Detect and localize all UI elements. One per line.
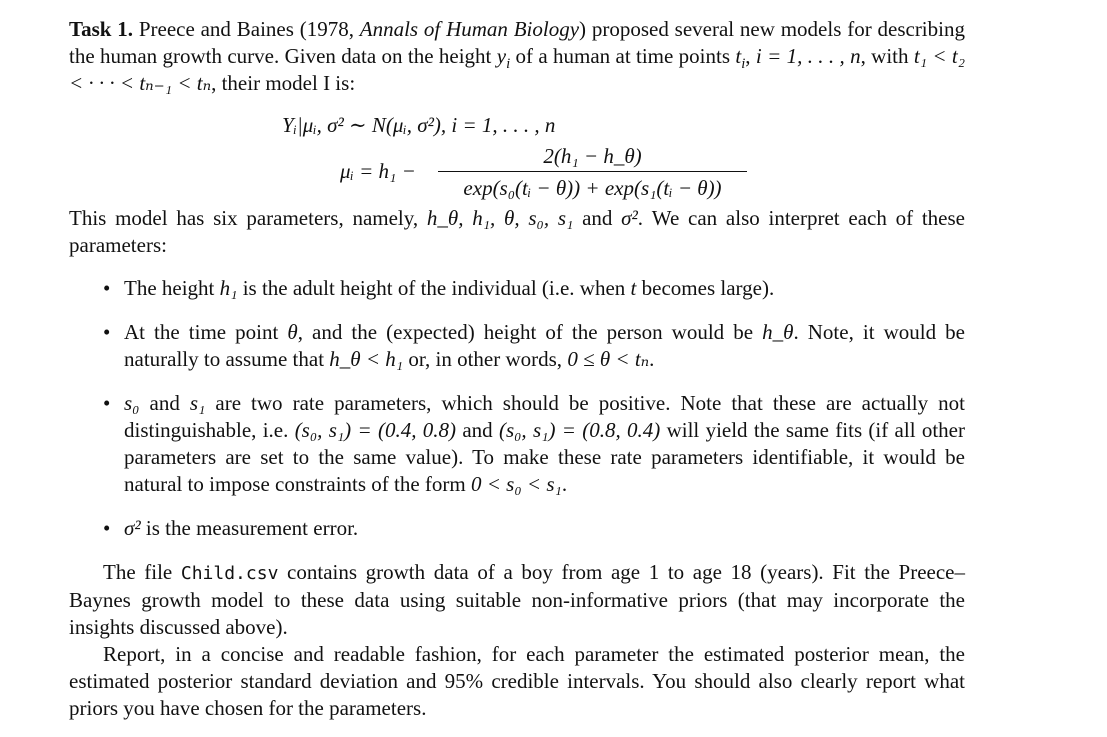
list-item [69,515,965,542]
intro-model: , their model I is: [211,71,356,95]
fraction-numerator: 2(h₁ − h_θ) [543,144,642,168]
bullet-icon: • [103,320,111,344]
task-intro-paragraph [69,16,965,97]
model-equation [69,97,965,205]
parameters-paragraph [69,205,965,259]
fraction-bar [438,171,747,172]
math-ineq-1: h_θ < h₁ [329,347,404,371]
b2-text: At the time point [124,320,288,344]
math-s0: s₀ [124,391,140,415]
b2-text-4: or, in other words, [403,347,568,371]
list-item [69,390,965,498]
task-label: Task 1. [69,17,133,41]
math-t-subscript: i [741,56,746,73]
b3-text: are two rate parameters, which should be positive. Note that these are actually not distinguishable, i.e. [124,391,965,442]
intro-comma: , [745,44,751,68]
params-and: and [573,206,622,230]
math-theta: θ [287,320,298,344]
intro-text: ) proposed several new models for describing the human growth curve. Given data on the height [69,17,965,68]
bullet-icon: • [103,276,111,300]
math-sigma2: σ² [621,206,638,230]
data-filename: Child.csv [180,563,279,584]
params-text-2: . We can also interpret each of these parameters: [69,206,965,257]
list-item [69,275,965,302]
math-time-order: t₁ < t₂ < · · · < tₙ₋₁ < tₙ [69,44,965,95]
b2-text-5: . [649,347,655,371]
math-h1: h₁ [219,276,238,300]
math-pair-1: (s₀, s₁) = (0.4, 0.8) [294,418,457,442]
b2-text-2: , and the (expected) height of the person would be [297,320,763,344]
intro-authors-year: Preece and Baines (1978, [138,17,360,41]
math-sigma2-error: σ² [124,516,141,540]
math-y: y [496,44,507,68]
math-pair-2: (s₀, s₁) = (0.8, 0.4) [498,418,661,442]
math-s1: s₁ [189,391,206,415]
list-item [69,319,965,373]
b3-text-2: and [456,418,499,442]
file-text-2: contains growth data of a boy from age 1 to age 18 (years). Fit the Preece–Baynes growth model to these data using suitable non-informative priors (that may incorporate the insights discussed above). [69,560,965,639]
task-document [69,16,965,722]
b2-text-3: . Note, it would be naturally to assume that [124,320,966,371]
b1-text: The height [124,276,220,300]
bullet-icon: • [103,391,111,415]
bullet-icon: • [103,516,111,540]
file-text: The file [103,560,181,584]
math-index-range: i = 1, . . . , n [755,44,861,68]
b3-text-3: will yield the same fits (if all other parameters are set to the same value). To make these rate parameters identifiable, it would be natural to impose constraints of the form [124,418,965,496]
b4-text: is the measurement error. [140,516,359,540]
fraction-denominator: exp(s₀(tᵢ − θ)) + exp(s₁(tᵢ − θ)) [463,176,722,200]
parameter-list [69,275,965,542]
equation-fraction [438,143,747,201]
math-t-large: t [630,276,637,300]
file-paragraph [69,559,965,641]
params-text: This model has six parameters, namely, [69,206,427,230]
b3-text-4: . [561,472,568,496]
journal-name: Annals of Human Biology [359,17,580,41]
math-params: h_θ, h₁, θ, s₀, s₁ [426,206,574,230]
equation-likelihood: Yᵢ|μᵢ, σ² ∼ N(μᵢ, σ²), i = 1, . . . , n [282,113,556,137]
b3-and: and [139,391,190,415]
report-paragraph: Report, in a concise and readable fashion, for each parameter the estimated posterior mean, the estimated posterior standard deviation and 95% credible intervals. You should also clearly report what priors you have chosen for the parameters. [69,642,965,720]
equation-mean-lhs: μᵢ = h₁ − [340,159,416,183]
math-y-subscript: i [506,56,511,73]
b1-text-2: is the adult height of the individual (i.e. when [237,276,631,300]
intro-text-2: of a human at time points [510,44,736,68]
b1-text-3: becomes large). [636,276,775,300]
math-constraint: 0 < s₀ < s₁ [471,472,562,496]
math-t: t [735,44,742,68]
math-htheta: h_θ [762,320,794,344]
math-ineq-2: 0 ≤ θ < tₙ [567,347,650,371]
intro-with: , with [860,44,914,68]
